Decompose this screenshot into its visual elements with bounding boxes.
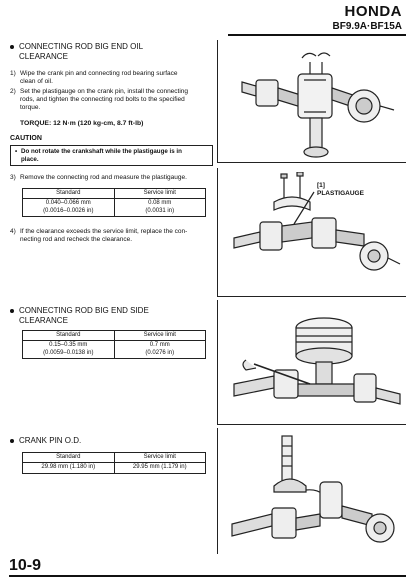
table-header-standard: Standard [23,189,115,199]
figure-divider-2 [217,168,218,296]
model-designation: BF9.9A·BF15A [332,21,402,32]
figure-separator-1 [217,162,406,163]
brand-logo: HONDA [344,3,402,20]
table-header-row [23,331,206,341]
header-rule [228,34,406,36]
crank-pin-spec-table [22,452,206,474]
table-header-row [23,189,206,199]
figure-separator-2 [217,296,406,297]
bullet-dot [10,439,14,443]
service-limit-value: 0.7 mm (0.0276 in) [114,341,206,359]
caution-box: • Do not rotate the crankshaft while the plastigauge is in place. [10,145,213,166]
step-2: 2) Set the plastigauge on the crank pin, install the connecting rods, and tighten the connecting rod bolts to the specified torque. [10,88,189,112]
table-header-service-limit: Service limit [114,189,206,199]
figure-divider-1 [217,40,218,162]
figure-separator-3 [217,424,406,425]
table-row [23,463,206,473]
plastigauge-callout [317,182,364,197]
section-heading-oil-clearance: CONNECTING ROD BIG END OIL CLEARANCE [10,42,143,62]
page-number: 10-9 [9,557,42,574]
table-row [23,199,206,217]
plastigauge-illustration [224,172,404,292]
callout-number: [1] [317,182,325,189]
caution-title: CAUTION [10,135,42,142]
service-limit-value: 29.95 mm (1.179 in) [114,463,206,473]
oil-clearance-spec-table [22,188,206,217]
step-1: 1) Wipe the crank pin and connecting rod bearing surface clean of oil. [10,70,178,86]
callout-label: PLASTIGAUGE [317,189,364,197]
standard-value: 0.040–0.066 mm (0.0016–0.0026 in) [23,199,115,217]
figure-divider-4 [217,428,218,554]
section-heading-side-clearance: CONNECTING ROD BIG END SIDE CLEARANCE [10,306,149,326]
torque-spec: TORQUE: 12 N·m (120 kg-cm, 8.7 ft-lb) [20,120,144,127]
side-clearance-illustration [224,304,404,420]
step-4: 4) If the clearance exceeds the service limit, replace the con- necting rod and recheck the clearance. [10,228,188,244]
step-3: 3) Remove the connecting rod and measure the plastigauge. [10,174,187,181]
figure-divider-3 [217,300,218,424]
table-header-service-limit: Service limit [114,453,206,463]
bullet-dot [10,309,14,313]
service-limit-value: 0.08 mm (0.0031 in) [114,199,206,217]
table-row [23,341,206,359]
table-header-standard: Standard [23,453,115,463]
section-heading-crank-pin: CRANK PIN O.D. [10,436,81,446]
table-header-service-limit: Service limit [114,331,206,341]
table-header-row [23,453,206,463]
side-clearance-spec-table [22,330,206,359]
footer-rule [9,575,406,577]
bullet-dot [10,45,14,49]
crank-pin-micrometer-illustration [224,432,404,552]
crankshaft-rod-illustration [224,44,404,160]
standard-value: 29.98 mm (1.180 in) [23,463,115,473]
table-header-standard: Standard [23,331,115,341]
standard-value: 0.15–0.35 mm (0.0059–0.0138 in) [23,341,115,359]
